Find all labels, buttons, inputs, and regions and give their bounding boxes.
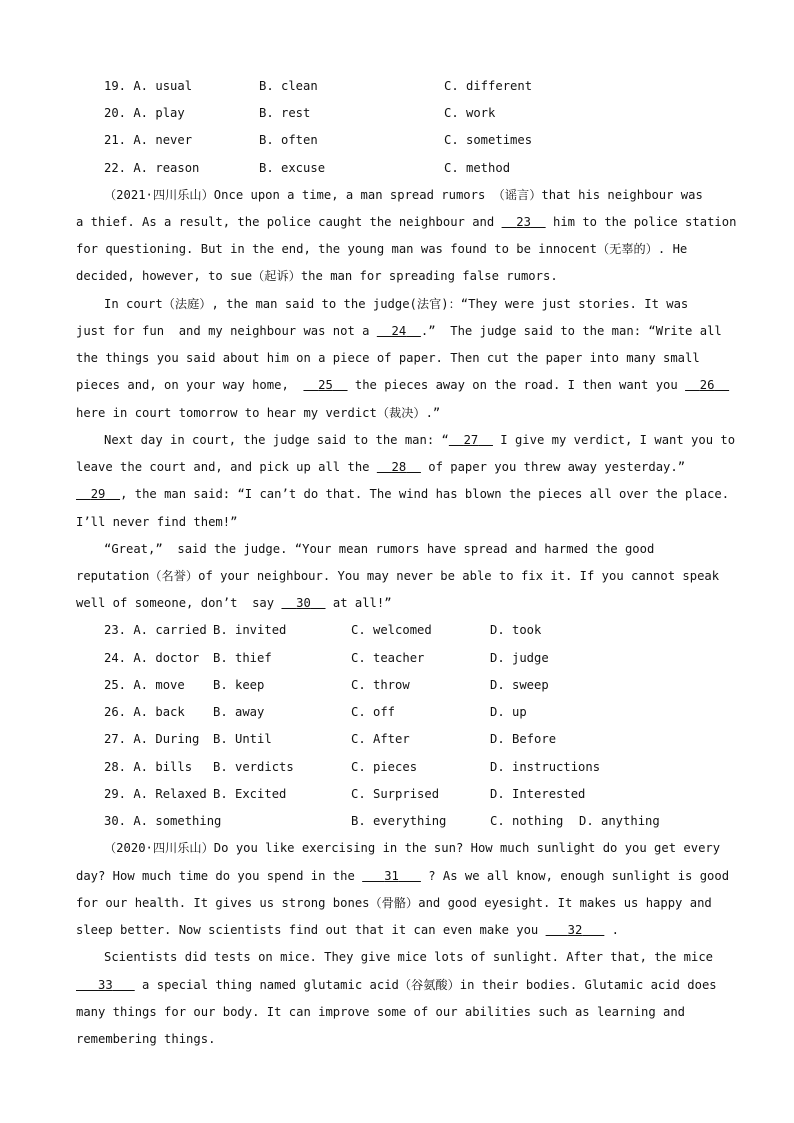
passage-1-line: the things you said about him on a piece of paper. Then cut the paper into many small [76, 351, 700, 365]
option-20-a: 20. A. play [104, 106, 185, 120]
blank-25: 25 [318, 378, 333, 392]
option-30-b: B. everything [351, 814, 447, 828]
passage-1-line: here in court tomorrow to hear my verdict（裁决）.” [76, 406, 441, 420]
blank-31: 31 [384, 869, 399, 883]
passage-1-line: I’ll never find them!” [76, 515, 238, 529]
option-22-c: C. method [444, 161, 511, 175]
option-30-d: D. anything [579, 814, 660, 828]
passage-2-line: many things for our body. It can improve some of our abilities such as learning and [76, 1005, 686, 1019]
passage-1-line: for questioning. But in the end, the young man was found to be innocent（无辜的）. He [76, 242, 688, 256]
option-22-b: B. excuse [259, 161, 326, 175]
option-30-c: C. nothing [490, 814, 564, 828]
passage-1-line: well of someone, don’t say 30 at all!” [76, 596, 392, 610]
option-29-b: B. Excited [213, 787, 287, 801]
passage-1-line: （2021·四川乐山）Once upon a time, a man spread rumors （谣言）that his neighbour was [104, 188, 703, 202]
option-19-c: C. different [444, 79, 533, 93]
option-20-b: B. rest [259, 106, 311, 120]
blank-26: 26 [699, 378, 715, 392]
blank-28: 28 [391, 460, 407, 474]
option-30-a: 30. A. something [104, 814, 222, 828]
passage-1-line: “Great,” said the judge. “Your mean rumors have spread and harmed the good [104, 542, 655, 556]
passage-2-line: 33 a special thing named glutamic acid（谷氨酸）in their bodies. Glutamic acid does [76, 977, 716, 993]
option-28-c: C. pieces [351, 760, 418, 774]
option-29-d: D. Interested [490, 787, 586, 801]
option-23-b: B. invited [213, 623, 287, 637]
blank-30: 30 [296, 596, 311, 610]
option-27-d: D. Before [490, 732, 557, 746]
option-29-c: C. Surprised [351, 787, 440, 801]
option-22-a: 22. A. reason [104, 161, 200, 175]
blank-23: 23 [516, 215, 531, 229]
option-24-c: C. teacher [351, 651, 425, 665]
passage-2-line: for our health. It gives us strong bones（骨骼）and good eyesight. It makes us happy and [76, 896, 712, 910]
option-26-b: B. away [213, 705, 265, 719]
option-24-b: B. thief [213, 651, 272, 665]
option-19-b: B. clean [259, 79, 318, 93]
passage-1-line: a thief. As a result, the police caught the neighbour and 23 him to the police station [76, 215, 737, 229]
option-19-a: 19. A. usual [104, 79, 193, 93]
blank-27: 27 [463, 433, 479, 447]
option-27-c: C. After [351, 732, 410, 746]
option-25-c: C. throw [351, 678, 410, 692]
option-28-b: B. verdicts [213, 760, 294, 774]
option-25-d: D. sweep [490, 678, 549, 692]
option-25-b: B. keep [213, 678, 265, 692]
option-27-b: B. Until [213, 732, 272, 746]
blank-32: 32 [567, 923, 583, 937]
passage-2-line: remembering things. [76, 1032, 216, 1046]
blank-24: 24 [391, 324, 407, 338]
option-23-d: D. took [490, 623, 542, 637]
option-26-d: D. up [490, 705, 527, 719]
option-26-c: C. off [351, 705, 396, 719]
passage-2-line: （2020·四川乐山）Do you like exercising in the sun? How much sunlight do you get every [104, 841, 721, 855]
option-26-a: 26. A. back [104, 705, 185, 719]
passage-1-line: In court（法庭）, the man said to the judge(法官)：“They were just stories. It was [104, 297, 689, 311]
option-23-a: 23. A. carried [104, 623, 207, 637]
option-21-a: 21. A. never [104, 133, 193, 147]
option-24-d: D. judge [490, 651, 549, 665]
passage-2-line: Scientists did tests on mice. They give mice lots of sunlight. After that, the mice [104, 950, 714, 964]
passage-1-line: reputation（名誉）of your neighbour. You may never be able to fix it. If you cannot speak [76, 569, 720, 583]
option-23-c: C. welcomed [351, 623, 432, 637]
option-28-d: D. instructions [490, 760, 601, 774]
passage-2-line: day? How much time do you spend in the 31 ? As we all know, enough sunlight is good [76, 869, 730, 883]
option-27-a: 27. A. During [104, 732, 200, 746]
passage-1-line: pieces and, on your way home, 25 the pieces away on the road. I then want you 26 [76, 377, 716, 393]
passage-1-line: 29 , the man said: “I can’t do that. The wind has blown the pieces all over the place. [76, 486, 716, 502]
passage-1-line: leave the court and, and pick up all the 28 of paper you threw away yesterday.” [76, 460, 686, 474]
passage-1-line: Next day in court, the judge said to the man: “ 27 I give my verdict, I want you to [104, 433, 736, 447]
passage-1-line: just for fun and my neighbour was not a 24 .” The judge said to the man: “Write all [76, 324, 722, 338]
option-28-a: 28. A. bills [104, 760, 193, 774]
option-21-c: C. sometimes [444, 133, 533, 147]
blank-29: 29 [90, 487, 106, 501]
passage-2-line: sleep better. Now scientists find out that it can even make you 32 . [76, 923, 620, 937]
option-24-a: 24. A. doctor [104, 651, 200, 665]
option-20-c: C. work [444, 106, 496, 120]
blank-33: 33 [98, 978, 113, 992]
option-25-a: 25. A. move [104, 678, 185, 692]
option-29-a: 29. A. Relaxed [104, 787, 207, 801]
option-21-b: B. often [259, 133, 318, 147]
passage-1-line: decided, however, to sue（起诉）the man for spreading false rumors. [76, 269, 558, 283]
